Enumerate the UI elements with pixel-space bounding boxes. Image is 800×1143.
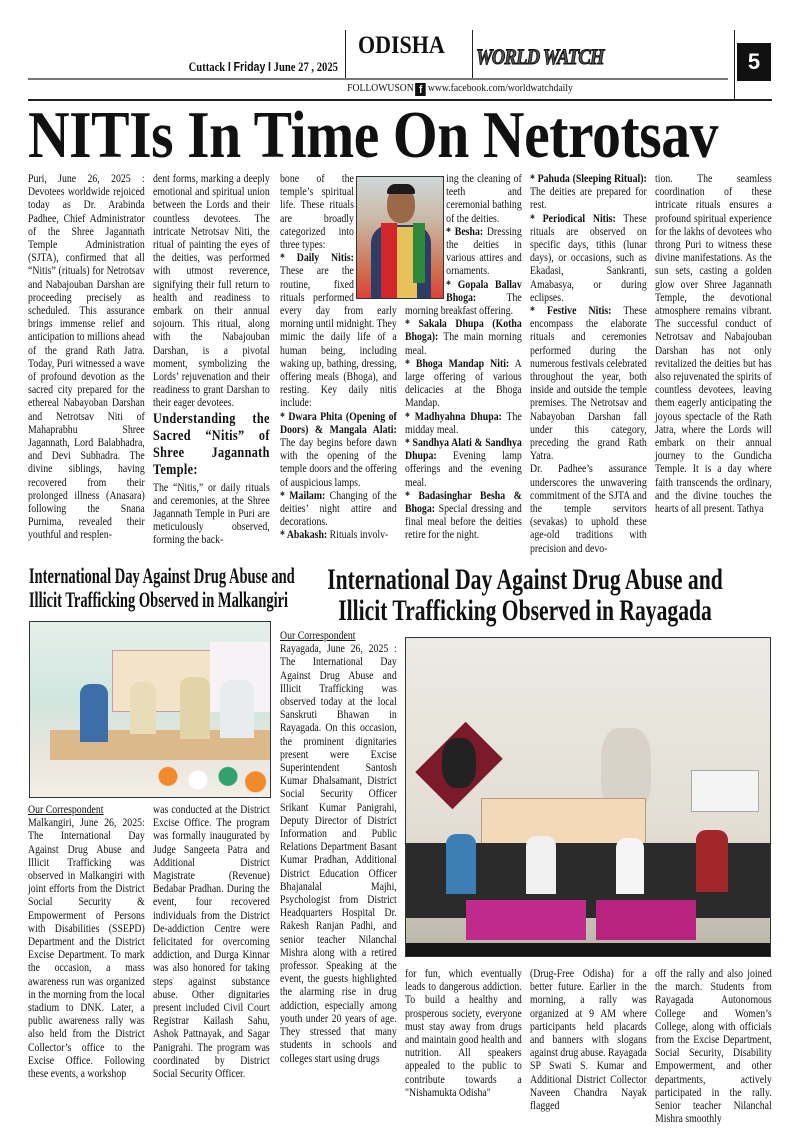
photo-floor <box>406 943 771 957</box>
text-run: These encompass the elaborate rituals and ceremonies performed during the numerous festivals celebrated throughout the year, both inside and outside the temple premises. The Netrotsav and Nabayoban Darshan fall under this category, preceding the grand Rath Yatra. <box>530 304 647 463</box>
text-run: Dr. Padhee’s assurance underscores the unwavering commitment of the SJTA and the temple servitors (sevakas) to uphold these age-old traditions with precision and devo- <box>530 462 647 555</box>
photo-person <box>526 836 556 894</box>
text-run: Dressing the deities in various attires and ornaments. <box>446 224 522 278</box>
facebook-icon: f <box>416 83 427 96</box>
malkangiri-column-2 <box>153 803 292 1080</box>
text-run: Understanding the Sacred “Nitis” of Shree Jagannath Temple: <box>153 410 270 478</box>
text-run: The “Nitis,” or daily rituals and ceremonies, at the Shree Jagannath Temple in Puri are meticulously observed, forming the back- <box>153 480 270 547</box>
byline-text: Our Correspondent <box>280 629 356 642</box>
newspaper-logo: WORLD WATCH <box>476 44 604 69</box>
text-run: The deities are prepared for rest. <box>530 185 647 212</box>
paragraph <box>405 410 522 436</box>
bold-lead: * Abakash: <box>280 528 328 542</box>
headline-line: International Day Against Drug Abuse and <box>28 563 295 588</box>
masthead-rule <box>28 78 728 80</box>
paragraph <box>530 172 647 212</box>
text-run: was conducted at the District Excise Office. The program was formally inaugurated by Judge Sangeeta Patra and Additional District Magistrate (Revenue) Bedabar Pradhan. During the event, four recovered individuals from the District De-addiction Centre were felicitated for overcoming addiction, and Durga Kinnar was also honored for taking steps against substance abuse. Other dignitaries present included Civil Court Registrar Kailash Sahu, Ashok Pattnayak, and Sagar Panigrahi. The program was coordinated by District Social Security Officer. <box>153 803 270 1081</box>
photo-person <box>446 834 476 894</box>
paragraph <box>280 642 397 1065</box>
bold-lead: * Pahuda (Sleeping Ritual): <box>530 172 647 185</box>
rayagada-column-4 <box>655 967 794 1125</box>
bold-lead: * Besha: <box>446 224 484 238</box>
photo-person <box>180 677 210 739</box>
paragraph <box>530 462 647 554</box>
paragraph <box>153 803 270 1080</box>
paragraph <box>280 489 397 529</box>
byline <box>28 803 145 816</box>
text-run: dent forms, marking a deeply emotional and spiritual union between the Lords and their countless devotees. The intricate Netrotsav Niti, the ritual of painting the eyes of the deities, was performed with utmost reverence, signifying their full return to health and readiness to embark on their annual sojourn. This ritual, along with the Nabajouban Darshan, is a pivotal moment, symbolizing the Lords’ rejuvenation and their readiness to grant Darshan to their eager devotees. <box>153 172 270 410</box>
bold-lead: * Sakala Dhupa (Kotha Bhoga): <box>405 317 522 344</box>
paragraph <box>530 304 647 462</box>
bold-lead: * Daily Nitis: <box>280 251 354 265</box>
paragraph <box>28 172 145 542</box>
paragraph <box>405 357 522 410</box>
text-run: Evening lamp offerings and the evening meal. <box>405 449 522 489</box>
text-run: ing the cleaning of teeth and ceremonial bathing of the deities. <box>446 172 522 225</box>
subheading <box>153 411 270 479</box>
masthead-divider <box>345 30 346 78</box>
paragraph <box>530 212 647 304</box>
bold-lead: * Dwara Phita (Opening of Doors) & Mangala Alati: <box>280 409 397 436</box>
masthead-divider <box>472 30 473 78</box>
photo-scarf <box>413 223 425 283</box>
photo-person <box>616 838 644 894</box>
paragraph <box>280 410 397 489</box>
paragraph <box>405 317 522 357</box>
text-run: Malkangiri, June 26, 2025: The International Day Against Drug Abuse and Illicit Trafficking was observed in Malkangiri with joint efforts from the District Social Security & Empowerment of Persons with Disabilities (SSEPD) Department and the District Excise Department. To mark the occasion, a mass awareness run was organized in the morning from the local stadium to DNK. Later, a public awareness rally was also held from the District Collector’s office to the Excise Office. Following these events, a workshop <box>28 816 145 1081</box>
bold-lead: * Gopala Ballav Bhoga: <box>446 277 522 304</box>
photo-deity <box>442 738 476 788</box>
malkangiri-column-1 <box>28 803 167 1080</box>
byline <box>280 629 397 642</box>
photo-person <box>130 682 156 734</box>
separator: I <box>227 60 231 74</box>
dateline-date: June 27 , 2025 <box>273 60 338 74</box>
text-run: off the rally and also joined the march. Students from Rayagada Autonomous College and Women’s College, along with officials from the Excise Department, Social Security, Disability Empowerment, and other departments, actively participated in the rally. Senior teacher Nilanchal Mishra smoothly <box>655 967 772 1126</box>
headline-line: International Day Against Drug Abuse and <box>327 563 723 596</box>
photo-poster <box>691 770 759 812</box>
photo-scarf <box>381 223 397 298</box>
photo-table <box>466 900 586 940</box>
bold-lead: * Madhyahna Dhupa: <box>405 409 502 423</box>
bold-lead: * Mailam: <box>280 488 326 502</box>
paragraph <box>153 172 270 410</box>
text-run: Puri, June 26, 2025 : Devotees worldwide rejoiced today as Dr. Arabinda Padhee, Chief Administrator of the Shree Jagannath Temple Administration (SJTA), confirmed that all “Nitis” (rituals) for Netrotsav and Nabajouban Darshan are proceeding precisely as scheduled. This assurance brings immense relief and anticipation to millions ahead of the grand Rath Jatra. Today, Puri witnessed a wave of profound devotion as the sacred city prepared for the ethereal Nabayoban Darshan and Netrotsav Niti of Mahaprabhu Shree Jagannath, Lord Balabhadra, and Devi Subhadra. The divine siblings, having recovered from their prolonged illness (Anasara) following the Snana Purnima, revealed their youthful and resplen- <box>28 172 145 542</box>
main-column-1 <box>28 172 167 542</box>
rayagada-column-2 <box>405 967 544 1099</box>
bold-lead: * Periodical Nitis: <box>530 211 616 225</box>
text-run: Rayagada, June 26, 2025 : The International Day Against Drug Abuse and Illicit Trafficking was observed today at the local Sanskruti Bhawan in Rayagada. On this occasion, the prominent dignitaries present were Excise Superintendent Santosh Kumar Dhalsamant, District Social Security Officer Srikant Kumar Panigrahi, Deputy Director of District Information and Public Relations Department Basant Kumar Pradhan, Additional District Education Officer Bhajanalal Majhi, Psychologist from District Headquarters Hospital Dr. Rakesh Ranjan Padhi, and senior teacher Nilanchal Mishra along with a retired professor. Speaking at the event, the guests highlighted the alarming rise in drug addiction, especially among youth under 20 years of age. They stressed that many students in schools and colleges start using drugs <box>280 642 397 1065</box>
photo-table <box>596 900 696 940</box>
bold-lead: * Sandhya Alati & Sandhya Dhupa: <box>405 436 522 463</box>
follow-us-line <box>275 82 645 96</box>
text-run: for fun, which eventually leads to dangerous addiction. To build a healthy and prosperous society, everyone must stay away from drugs and maintain good health and nutrition. All speakers appealed to the public to contribute towards a "Nishamukta Odisha" <box>405 967 522 1099</box>
malkangiri-event-photo <box>29 621 271 798</box>
follow-label: FOLLOWUSON <box>347 82 414 94</box>
byline-text: Our Correspondent <box>28 803 104 816</box>
main-column-5 <box>530 172 669 555</box>
text-run: The morning breakfast offering. <box>405 290 522 318</box>
rayagada-event-photo <box>405 637 771 957</box>
facebook-link[interactable]: www.facebook.com/worldwatchdaily <box>427 82 573 94</box>
text-run: Rituals involv- <box>327 528 389 542</box>
bold-lead: * Badasinghar Besha & Bhoga: <box>405 488 522 516</box>
text-run: The main morning meal. <box>405 330 522 357</box>
paragraph <box>280 528 397 541</box>
rayagada-column-3 <box>530 967 669 1112</box>
photo-person <box>220 680 254 738</box>
photo-person <box>80 684 108 742</box>
text-run: These are the routine, fixed rituals performed every day from early morning until midnight. They mimic the daily life of a human being, including waking up, bathing, dressing, offering meals (Bhoga), and resting. Key daily nitis include: <box>280 264 397 410</box>
section-title: ODISHA <box>358 32 445 59</box>
dateline-city: Cuttack <box>188 60 226 74</box>
photo-hair <box>387 184 415 194</box>
text-run: tion. The seamless coordination of these intricate rituals ensures a profound spiritual experience for the lakhs of devotees who throng Puri to witness these divine manifestations. As the sun sets, casting a golden glow over Shree Jagannath Temple, the devotional atmosphere remains vibrant. The successful conduct of Netrotsav and Nabajouban Darshan has not only revitalized the deities but has also rejuvenated the spirits of countless devotees, leaving them eagerly anticipating the joyous spectacle of the Rath Jatra, where the Lords will embark on their annual journey to the Gundicha Temple. It is a day where faith transcends the ordinary, and the divine touches the hearts of all present. Tathya <box>655 172 772 516</box>
paragraph <box>655 967 772 1125</box>
bold-lead: * Bhoga Mandap Niti: <box>405 356 510 370</box>
text-run: Special dressing and final meal before the deities retire for the night. <box>405 502 522 542</box>
text-run: These rituals are observed on specific days, tithis (lunar days), or occasions, such as Ekadasi, Sankranti, Amabasya, or during eclipses. <box>530 211 647 304</box>
paragraph <box>530 967 647 1112</box>
text-run: The day begins before dawn with the opening of the temple doors and the offering of auspicious lamps. <box>280 436 397 489</box>
text-run: (Drug-Free Odisha) for a better future. Earlier in the morning, a rally was organized at 9 AM where participants held placards and banners with slogans against drug abuse. Rayagada SP Swati S. Kumar and Additional District Collector Naveen Chandra Nayak flagged <box>530 967 647 1113</box>
paragraph <box>28 816 145 1080</box>
main-headline: NITIs In Time On Netrotsav <box>28 98 718 172</box>
malkangiri-headline <box>28 563 295 612</box>
paragraph <box>405 489 522 542</box>
text-run: A large offering of various delicacies at the Bhoga Mandap. <box>405 356 522 410</box>
main-column-2 <box>153 172 292 547</box>
paragraph <box>153 481 270 547</box>
text-run: bone of the temple’s spiritual life. These rituals are broadly categorized into three types: <box>280 172 354 252</box>
paragraph <box>655 172 772 515</box>
dateline-day: Friday <box>233 60 266 74</box>
bold-lead: * Festive Nitis: <box>530 304 612 318</box>
main-column-6 <box>655 172 794 515</box>
page-number: 5 <box>737 43 771 81</box>
paragraph <box>405 436 522 489</box>
paragraph <box>405 967 522 1099</box>
photo-balloons <box>150 762 270 798</box>
photo-person <box>696 830 728 892</box>
separator: I <box>268 60 271 74</box>
masthead-divider <box>734 30 735 100</box>
headline-line: Illicit Trafficking Observed in Rayagada <box>338 594 712 627</box>
text-run: Changing of the deities’ night attire and decorations. <box>280 488 397 529</box>
rayagada-column-1 <box>280 629 419 1065</box>
portrait-photo <box>356 176 444 299</box>
rayagada-headline <box>295 564 756 626</box>
headline-line: Illicit Trafficking Observed in Malkangiri <box>28 587 289 612</box>
text-run: The midday meal. <box>405 409 522 436</box>
dateline <box>153 60 338 75</box>
